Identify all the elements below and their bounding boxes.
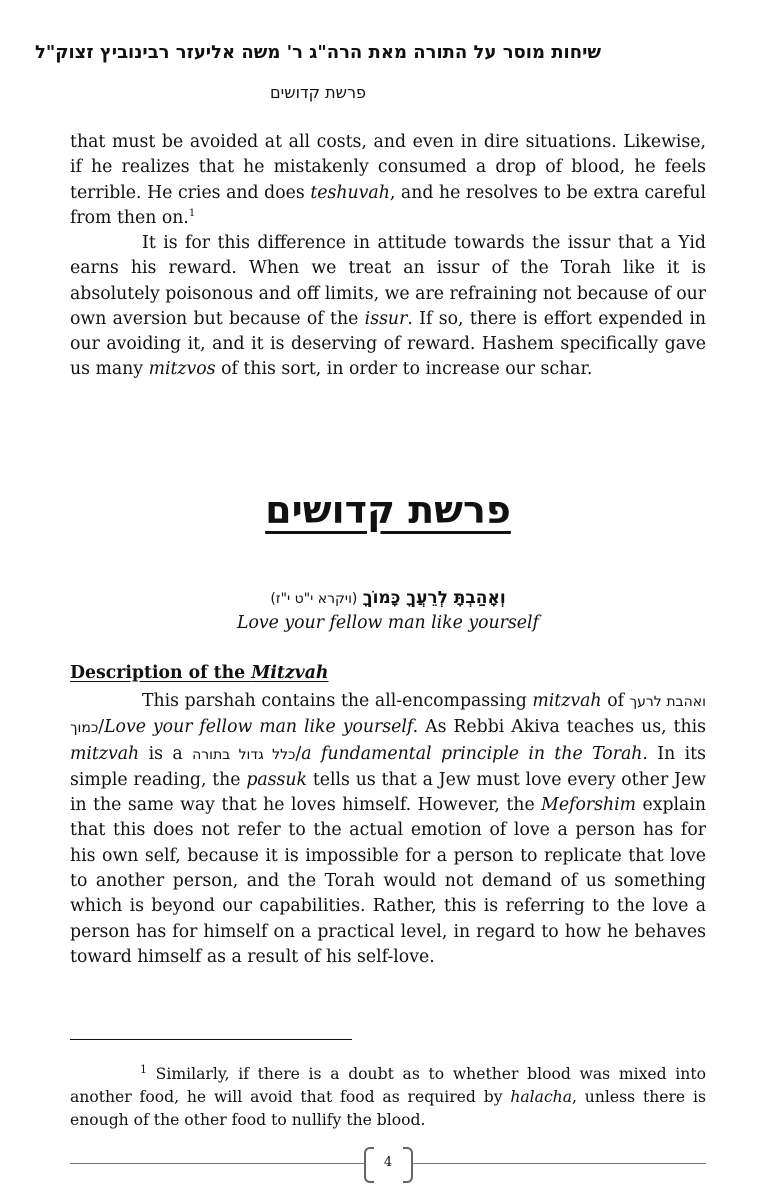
pasuk-hebrew: וְאָהַבְתָּ לְרֵעֲךָ כָּמוֹךָ: [362, 588, 506, 608]
paragraph-description: This parshah contains the all-encompassing mitzvah of ואהבת לרעך כמוך/Love your fellow man like yourself. As Rebbi Akiva teaches us, this mitzvah is a כלל גדול בתורה/a fundamental principle in the Torah. In its simple reading, the passuk tells us that a Jew must love every other Jew in the same way that he loves himself. However, the Meforshim explain that this does not refer to the actual emotion of love a person has for his own self, because it is impossible for a person to replicate that love to another person, and the Torah would not demand of us something which is beyond our capabilities. Rather, this is referring to the love a person has for himself on a practical level, in regard to how he behaves toward himself as a result of his self-love.: [70, 691, 706, 967]
section-heading: Description of the Mitzvah: [70, 663, 329, 683]
pasuk-quote: [70, 588, 706, 608]
pasuk-source: (ויקרא י"ט י"ז): [270, 591, 358, 607]
footer-rule-right: [412, 1163, 706, 1164]
pasuk-translation: Love your fellow man like yourself: [237, 613, 539, 633]
parsha-title: פרשת קדושים: [265, 488, 511, 532]
footer-rule-left: [70, 1163, 364, 1164]
running-header-subtitle: פרשת קדושים: [270, 83, 366, 102]
footnote-number: 1: [140, 1062, 147, 1076]
paragraph-continuation: that must be avoided at all costs, and even in dire situations. Likewise, if he realizes that he mistakenly consumed a drop of blood, he feels terrible. He cries and does teshuvah, and he resolves to be extra careful from then on.$^1$: [70, 132, 706, 228]
page-number: 4: [383, 1155, 393, 1170]
footnote-ref[interactable]: 1: [188, 208, 196, 220]
footnote-separator: [70, 1039, 352, 1040]
footnote: $^1$ Similarly, if there is a doubt as to whether blood was mixed into another food, he will avoid that food as required by halacha, unless there is enough of the other food to nullify the blood.: [70, 1062, 706, 1129]
running-header-title: שיחות מוסר על התורה מאת הרה"ג ר' משה אליעזר רבינוביץ זצוק"ל: [34, 42, 602, 63]
paragraph-issur-reward: It is for this difference in attitude towards the issur that a Yid earns his reward. When we treat an issur of the Torah like it is absolutely poisonous and off limits, we are refraining not because of our own aversion but because of the issur. If so, there is effort expended in our avoiding it, and it is deserving of reward. Hashem specifically gave us many mitzvos of this sort, in order to increase our schar.: [70, 233, 706, 380]
